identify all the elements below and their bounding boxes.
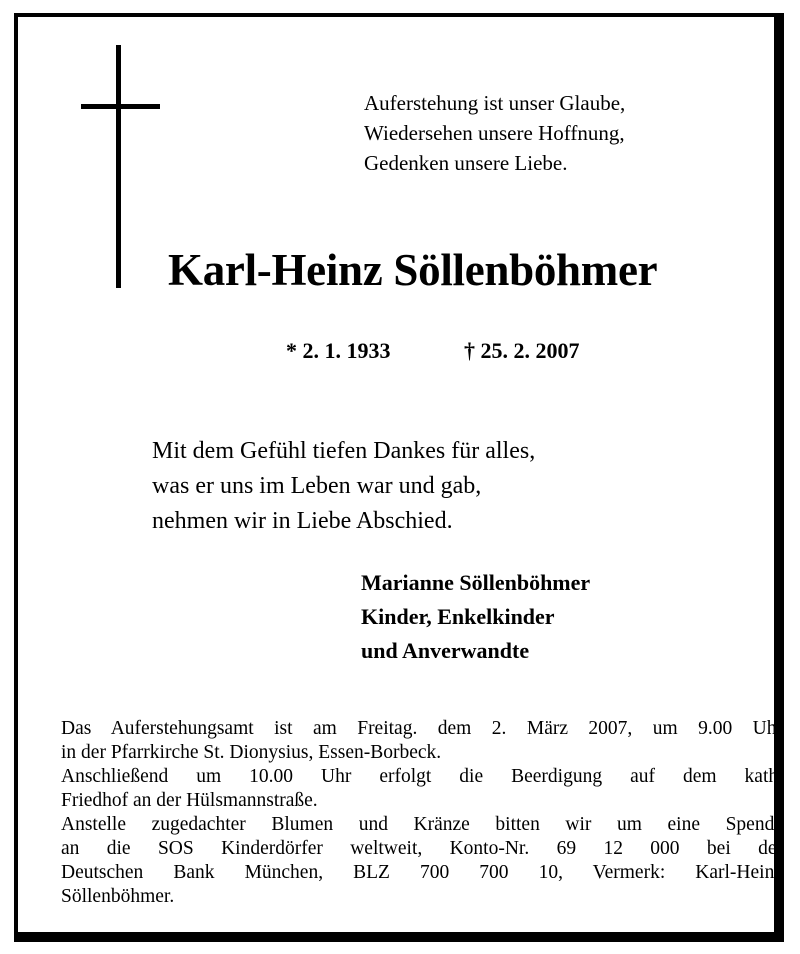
notice-line: Anstelle zugedachter Blumen und Kränze bitten wir um eine Spende: [61, 814, 783, 835]
thanks-line: nehmen wir in Liebe Abschied.: [152, 508, 453, 534]
notice-line: Friedhof an der Hülsmannstraße.: [61, 790, 318, 811]
notice-line: Das Auferstehungsamt ist am Freitag. dem 2. März 2007, um 9.00 Uhr: [61, 718, 783, 739]
thanks-line: was er uns im Leben war und gab,: [152, 473, 482, 499]
cross-horizontal-bar: [81, 104, 160, 109]
notice-line: Söllenböhmer.: [61, 886, 175, 907]
birth-date: * 2. 1. 1933: [286, 338, 391, 363]
epigraph-quote: [364, 88, 625, 178]
signer-line: Marianne Söllenböhmer: [361, 570, 591, 595]
thanks-line: Mit dem Gefühl tiefen Dankes für alles,: [152, 438, 536, 464]
quote-line: Auferstehung ist unser Glaube,: [364, 91, 626, 115]
death-date: † 25. 2. 2007: [464, 338, 580, 363]
mourners-signature: [361, 566, 590, 668]
thanks-text: [152, 434, 535, 539]
notice-line: Deutschen Bank München, BLZ 700 700 10, Vermerk: Karl-Heinz: [61, 862, 783, 883]
signer-line: Kinder, Enkelkinder: [361, 604, 555, 629]
signer-line: und Anverwandte: [361, 638, 530, 663]
cross-vertical-bar: [116, 45, 121, 288]
notice-line: in der Pfarrkirche St. Dionysius, Essen-Borbeck.: [61, 742, 442, 763]
quote-line: Gedenken unsere Liebe.: [364, 151, 568, 175]
deceased-name: Karl-Heinz Söllenböhmer: [168, 245, 658, 295]
notice-line: an die SOS Kinderdörfer weltweit, Konto-Nr. 69 12 000 bei der: [61, 838, 783, 859]
funeral-notice: [61, 717, 783, 909]
quote-line: Wiedersehen unsere Hoffnung,: [364, 121, 625, 145]
notice-line: Anschließend um 10.00 Uhr erfolgt die Beerdigung auf dem kath.: [61, 766, 783, 787]
